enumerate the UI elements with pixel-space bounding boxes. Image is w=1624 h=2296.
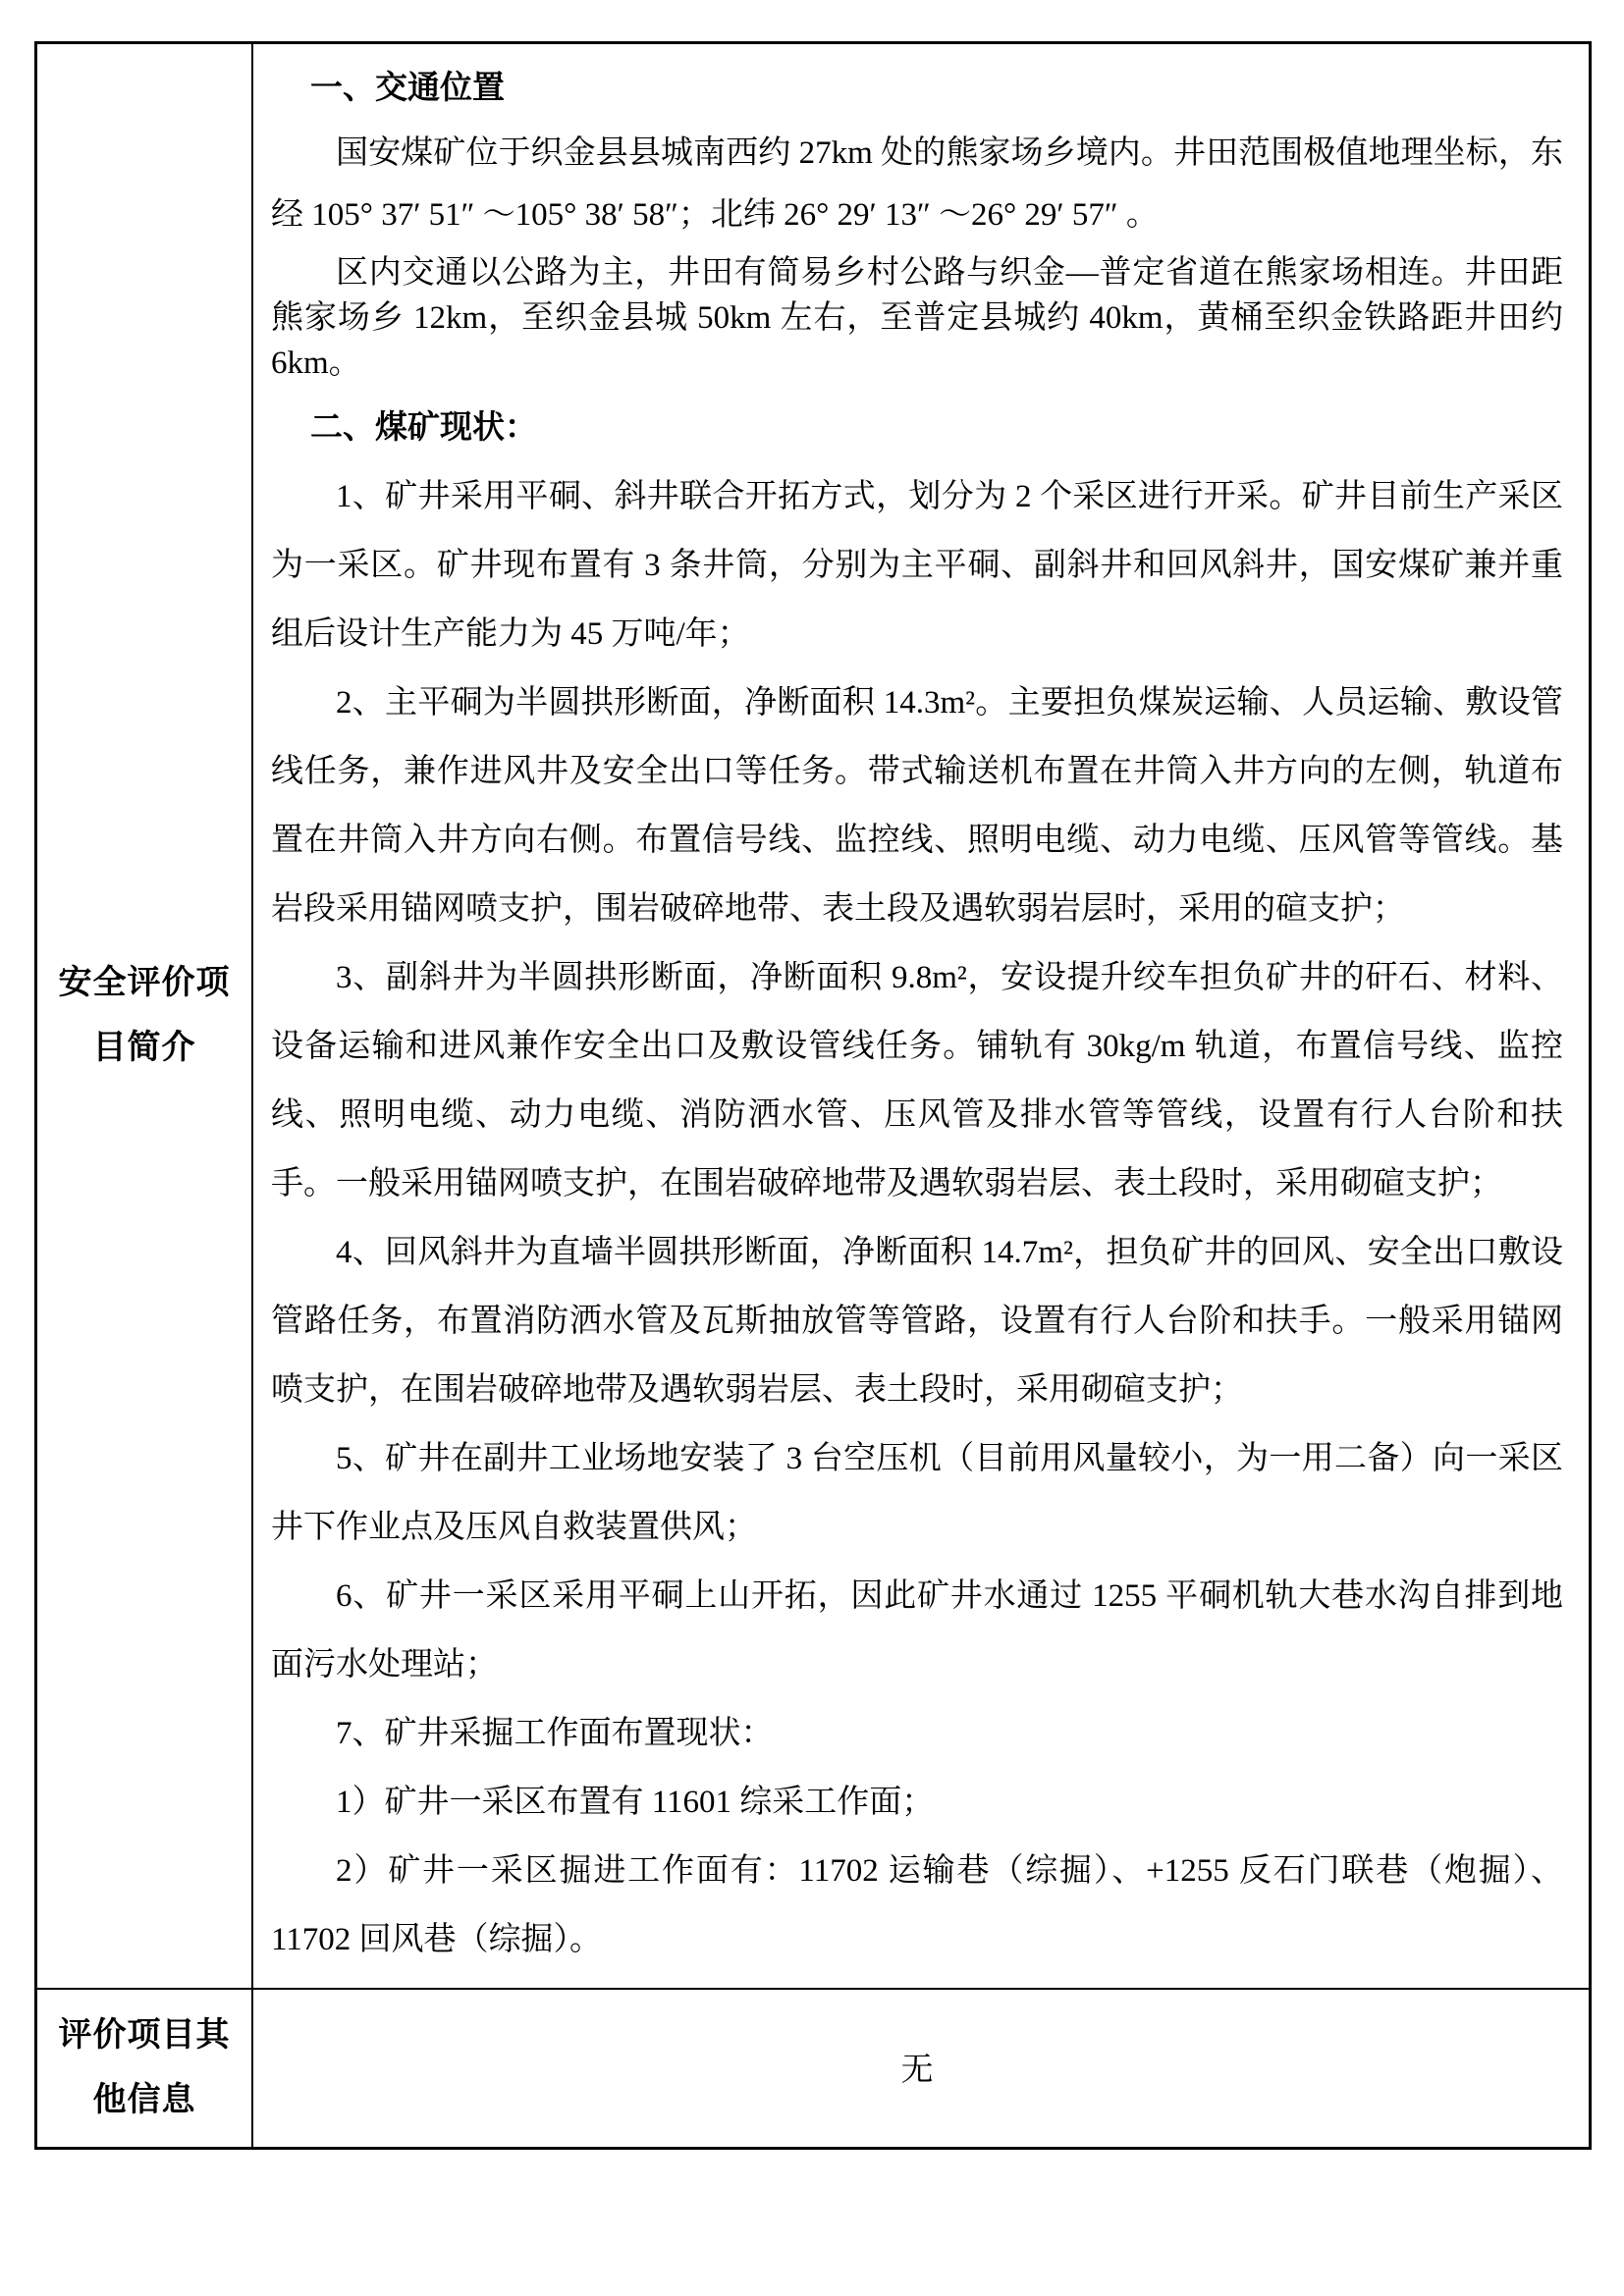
project-brief-label: 安全评价项目简介 [58, 965, 231, 1066]
project-brief-content-cell [252, 43, 1591, 1990]
item-3: 3、副斜井为半圆拱形断面，净断面积 9.8m²，安设提升绞车担负矿井的矸石、材料、设备运输和进风兼作安全出口及敷设管线任务。铺轨有 30kg/m 轨道，布置信号线、监控线、照明电缆、动力电缆、消防洒水管、压风管及排水管等管线，设置有行人台阶和扶手。一般采用锚网喷支护，在围岩破碎地带及遇软弱岩层、表土段时，采用砌碹支护； [271, 960, 1563, 1201]
other-info-label-cell [36, 1989, 253, 2149]
para-location: 国安煤矿位于织金县县城南西约 27km 处的熊家场乡境内。井田范围极值地理坐标，东经 105° 37′ 51″ ～105° 38′ 58″；北纬 26° 29′ 13″ ～26° 29′ 57″ 。 [271, 135, 1563, 233]
item-1: 1、矿井采用平硐、斜井联合开拓方式，划分为 2 个采区进行开采。矿井目前生产采区为一采区。矿井现布置有 3 条井筒，分别为主平硐、副斜井和回风斜井，国安煤矿兼并重组后设计生产能力为 45 万吨/年； [271, 479, 1563, 652]
other-info-label: 评价项目其他信息 [58, 2017, 231, 2118]
item-5: 5、矿井在副井工业场地安装了 3 台空压机（目前用风量较小，为一用二备）向一采区井下作业点及压风自救装置供风； [271, 1441, 1563, 1545]
evaluation-table [34, 41, 1592, 2150]
sections-container [271, 54, 1563, 1974]
item-6: 6、矿井一采区采用平硐上山开拓，因此矿井水通过 1255 平硐机轨大巷水沟自排到地面污水处理站； [271, 1578, 1563, 1682]
item-7: 7、矿井采掘工作面布置现状： [336, 1716, 774, 1751]
heading-traffic-location: 一、交通位置 [310, 71, 505, 106]
heading-mine-status: 二、煤矿现状： [310, 410, 537, 446]
table-row-project-brief [36, 43, 1591, 1990]
table-row-other-info [36, 1989, 1591, 2149]
item-2: 2、主平硐为半圆拱形断面，净断面积 14.3m²。主要担负煤炭运输、人员运输、敷设管线任务，兼作进风井及安全出口等任务。带式输送机布置在井筒入井方向的左侧，轨道布置在井筒入井方向右侧。布置信号线、监控线、照明电缆、动力电缆、压风管等管线。基岩段采用锚网喷支护，围岩破碎地带、表土段及遇软弱岩层时，采用的碹支护； [271, 685, 1563, 927]
item-7-2: 2）矿井一采区掘进工作面有：11702 运输巷（综掘）、+1255 反石门联巷（炮掘）、11702 回风巷（综掘）。 [271, 1853, 1563, 1957]
project-brief-label-cell [36, 43, 253, 1990]
para-traffic: 区内交通以公路为主，井田有简易乡村公路与织金—普定省道在熊家场相连。井田距熊家场乡 12km，至织金县城 50km 左右，至普定县城约 40km，黄桶至织金铁路距井田约 6km。 [271, 255, 1563, 381]
item-7-1: 1）矿井一采区布置有 11601 综采工作面； [336, 1785, 935, 1820]
other-info-value: 无 [252, 1989, 1591, 2149]
item-4: 4、回风斜井为直墙半圆拱形断面，净断面积 14.7m²，担负矿井的回风、安全出口敷设管路任务，布置消防洒水管及瓦斯抽放管等管路，设置有行人台阶和扶手。一般采用锚网喷支护，在围岩破碎地带及遇软弱岩层、表土段时，采用砌碹支护； [271, 1235, 1563, 1408]
